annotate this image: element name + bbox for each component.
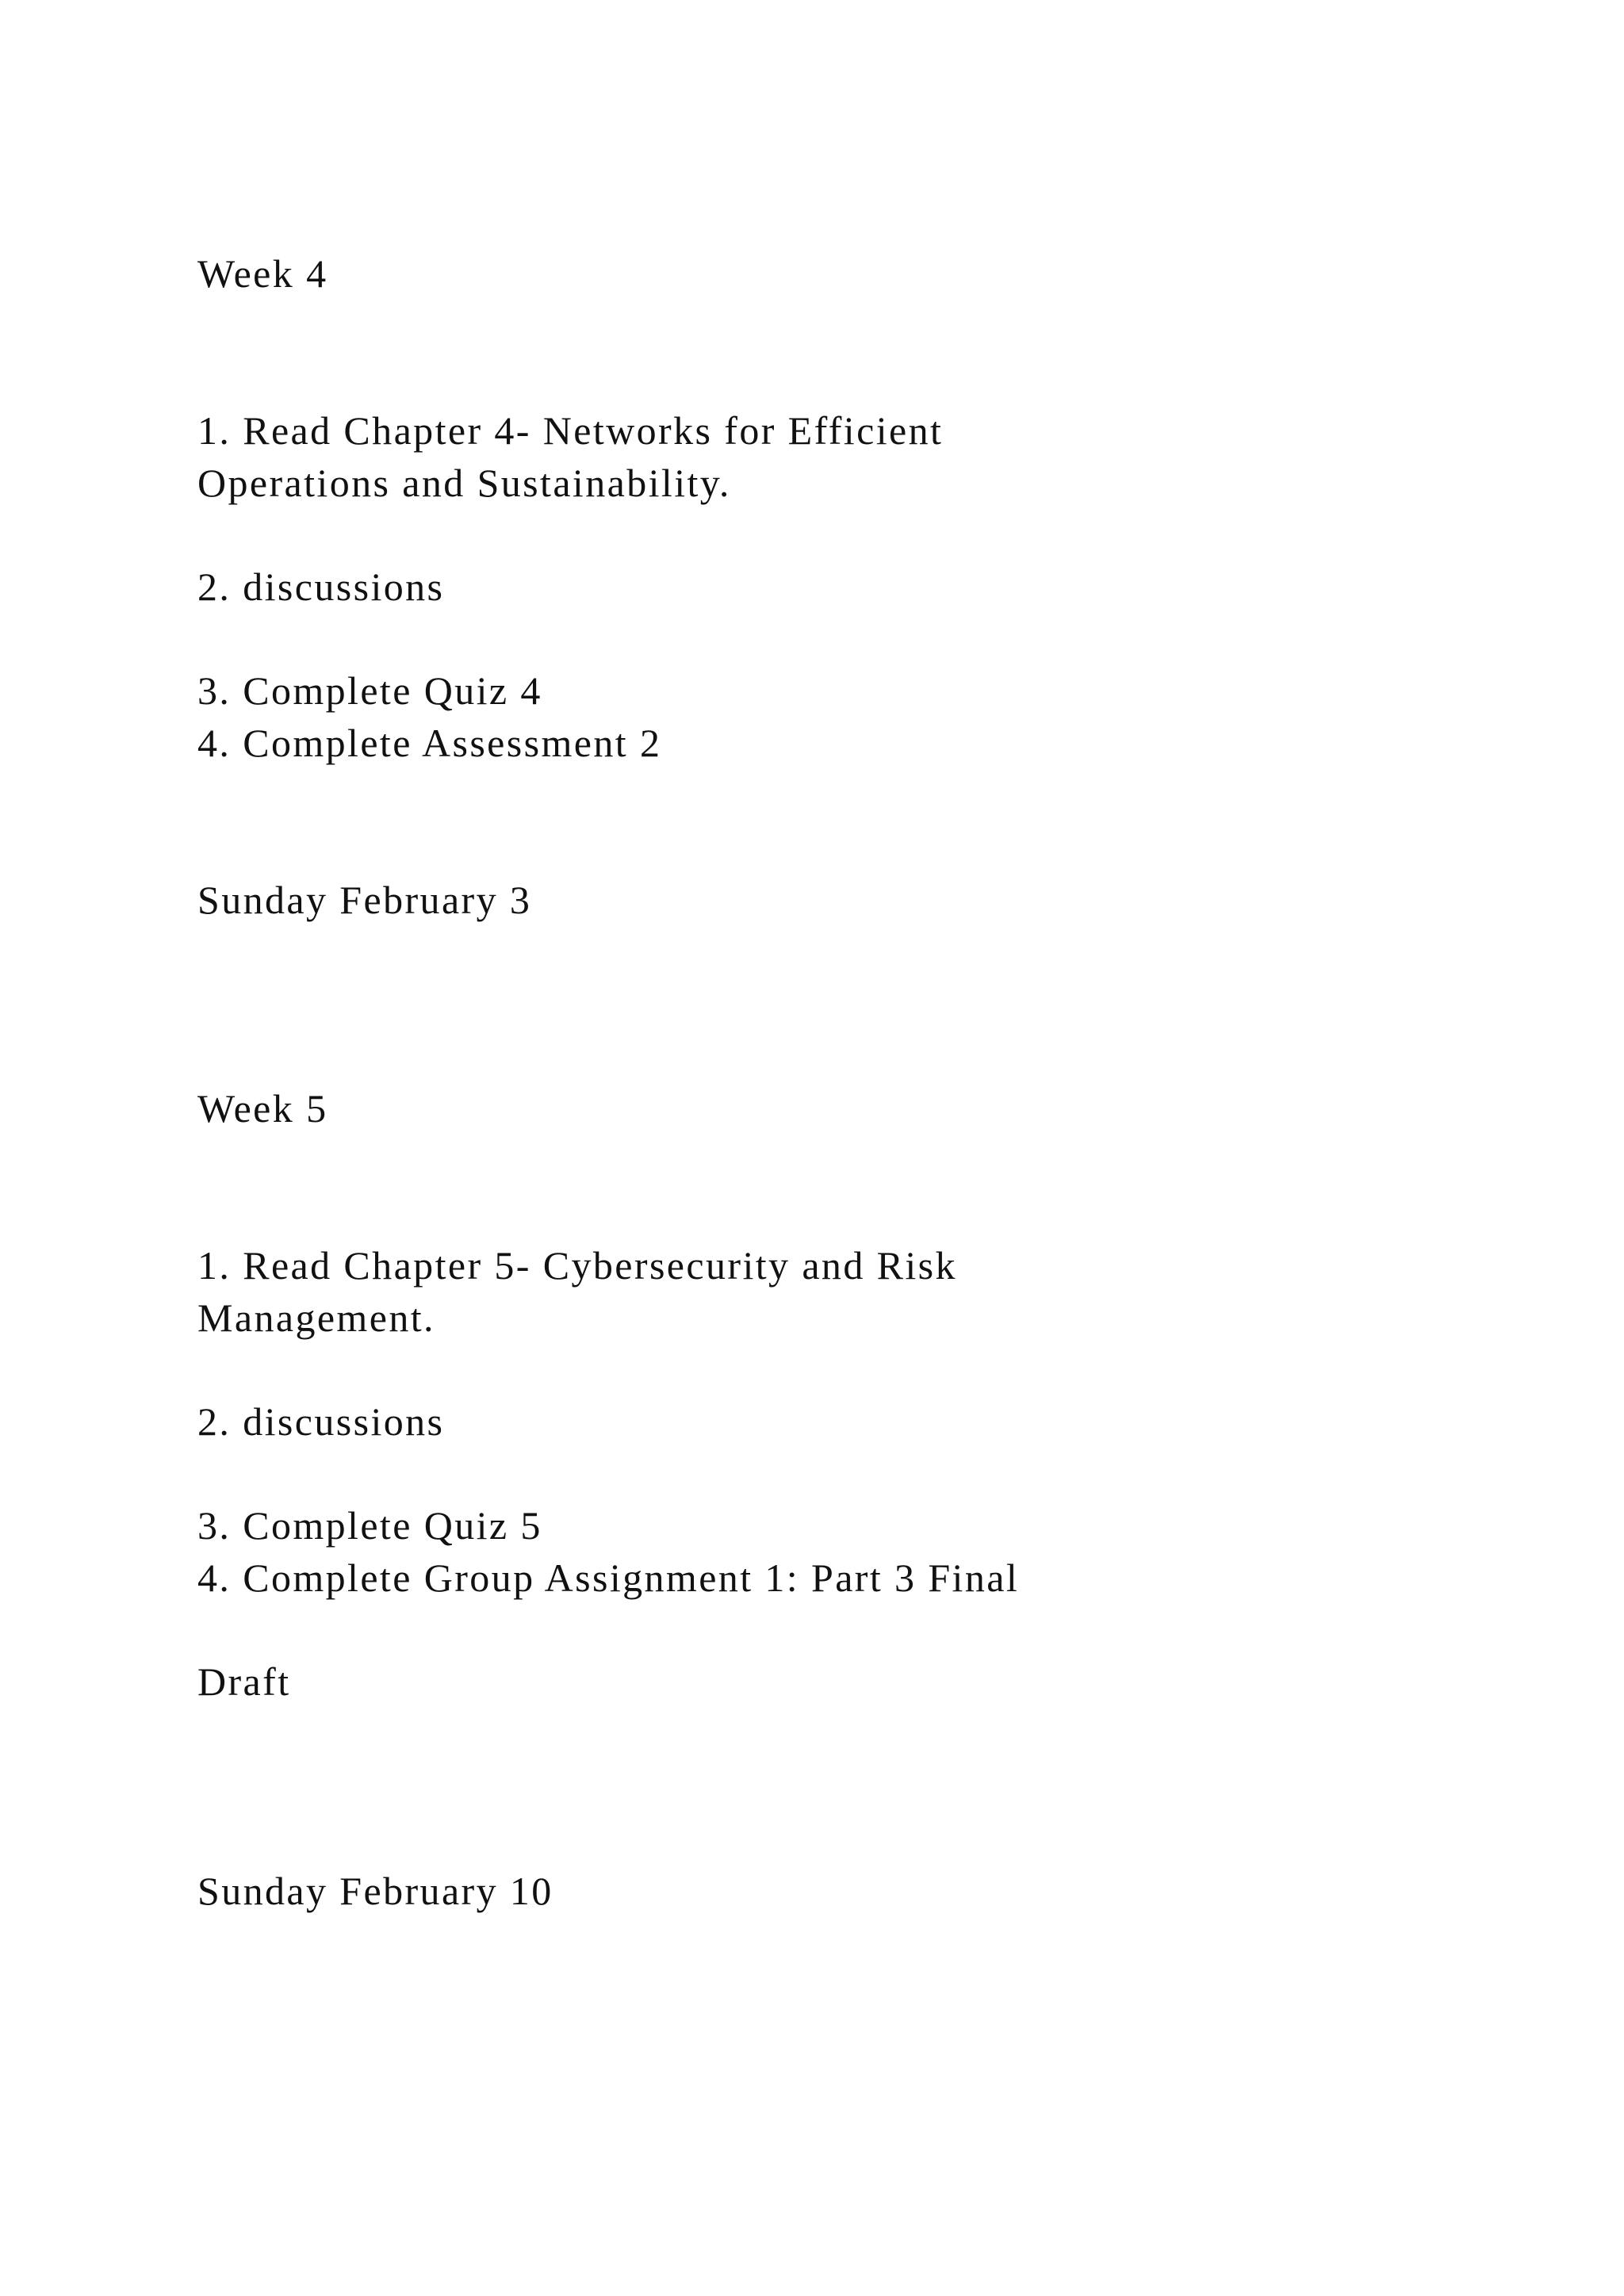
week-5-item-4-line-1: 4. Complete Group Assignment 1: Part 3 Final [197, 1556, 1020, 1600]
week-4-item-4: 4. Complete Assessment 2 [197, 721, 662, 765]
week-5-due-date: Sunday February 10 [197, 1869, 553, 1913]
week-4-item-1-line-2: Operations and Sustainability. [197, 461, 731, 505]
week-5-item-1-line-1: 1. Read Chapter 5- Cybersecurity and Risk [197, 1243, 957, 1288]
week-4-item-3: 3. Complete Quiz 4 [197, 668, 542, 713]
week-5-item-3: 3. Complete Quiz 5 [197, 1503, 542, 1548]
week-5-item-2: 2. discussions [197, 1399, 445, 1444]
week-4-due-date: Sunday February 3 [197, 878, 532, 922]
week-4-item-1-line-1: 1. Read Chapter 4- Networks for Efficient [197, 408, 944, 453]
week-5-item-1-line-2: Management. [197, 1295, 435, 1340]
week-4-item-2: 2. discussions [197, 564, 445, 609]
week-5-heading: Week 5 [197, 1086, 328, 1131]
week-5-item-4-line-2: Draft [197, 1659, 291, 1704]
week-4-heading: Week 4 [197, 251, 328, 296]
